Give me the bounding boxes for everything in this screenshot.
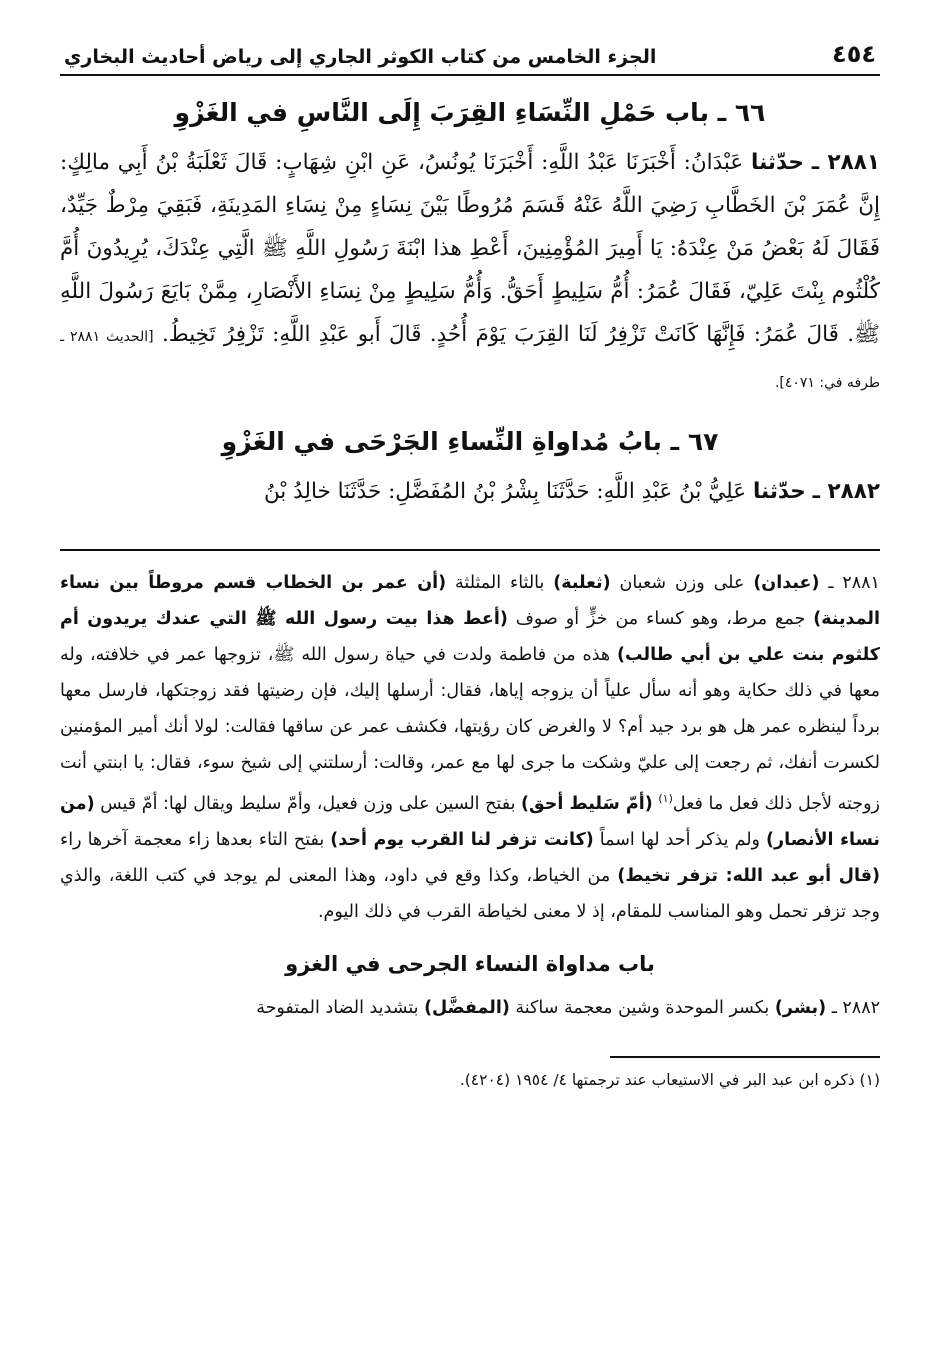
quoted-term: (المفضَّل) — [424, 997, 510, 1018]
commentary-text: بتشديد الضاد المتفوحة — [256, 997, 425, 1018]
quoted-term: (أمّ سَليط أحق) — [521, 793, 653, 814]
chapter-67-title: ٦٧ ـ بابُ مُداواةِ النِّساءِ الجَرْحَى في الغَزْوِ — [221, 427, 719, 456]
running-header — [60, 28, 880, 76]
quoted-term: (ثعلبة) — [553, 573, 611, 593]
page-number: ٤٥٤ — [832, 40, 876, 68]
hadith-cross-reference: [الحديث ٢٨٨١ ـ طرفه في: ٤٠٧١]. — [60, 329, 880, 391]
book-title: الجزء الخامس من كتاب الكوثر الجاري إلى رياض أحاديث البخاري — [64, 46, 657, 68]
chapter-66-title: ٦٦ ـ باب حَمْلِ النِّسَاءِ القِرَبَ إِلَى النَّاسِ في الغَزْوِ — [174, 98, 766, 127]
hadith-2882 — [60, 470, 880, 513]
commentary-text: بفتح التاء بعدها زاء معجمة آخرها راء — [60, 829, 331, 850]
hadith-2881 — [60, 141, 880, 405]
hadith-text: عَبْدَانُ: أَخْبَرَنَا عَبْدُ اللَّهِ: أَخْبَرَنَا يُونُسُ، عَنِ ابْنِ شِهَابٍ: قَالَ ثَعْلَبَةُ بْنُ أَبِي مالِكٍ: إِنَّ عُمَرَ بْنَ الخَطَّابِ رَضِيَ اللَّهُ عَنْهُ قَسَمَ مُرُوطًا بَيْنَ نِسَاءٍ مِنْ نِسَاءِ المَدِينَةِ، فَبَقِيَ مِرْطٌ جَيِّدٌ، فَقَالَ لَهُ بَعْضُ مَنْ عِنْدَهُ: يَا أَمِيرَ المُؤْمِنِينَ، أَعْطِ هذا ابْنَةَ رَسُولِ اللَّهِ ﷺ الَّتِي عِنْدَكَ، يُرِيدُونَ أُمَّ كُلْثُوم بِنْتَ عَلِيّ، فَقَالَ عُمَرُ: أُمُّ سَلِيطٍ أَحَقُّ. وَأُمُّ سَلِيطٍ مِنْ نِسَاءِ الأَنْصَارِ، مِمَّنْ بَايَعَ رَسُولَ اللَّهِ ﷺ. قَالَ عُمَرُ: فَإِنَّهَا كَانَتْ تَزْفِرُ لَنَا القِرَبَ يَوْمَ أُحُدٍ. قَالَ أَبو عَبْدِ اللَّهِ: تَزْفِرُ تَخِيطُ. — [60, 150, 880, 347]
footnote: (١) ذكره ابن عبد البر في الاستيعاب عند ترجمتها ٤/ ١٩٥٤ (٤٢٠٤). — [459, 1070, 880, 1089]
commentary-2881 — [60, 565, 880, 930]
commentary-chapter-heading: باب مداواة النساء الجرحى في الغزو — [285, 951, 655, 976]
quoted-term: (أعط هذا بيت رسول الله ﷺ التي عندك يريدون أم كلثوم بنت علي بن أبي طالب) — [60, 609, 880, 665]
commentary-number: ٢٨٨٢ ـ — [826, 997, 880, 1018]
hadith-lead: حدّثنا — [751, 150, 804, 175]
commentary-text: من الخياط، وكذا وقع في داود، وهذا المعنى لم يوجد في كتب اللغة، والذي وجد تزفر تحمل وهو المناسب للمقام، إذ لا معنى لخياطة القرب في ذلك اليوم. — [60, 865, 880, 922]
footnote-marker: (١) — [658, 792, 673, 805]
commentary-number: ٢٨٨١ ـ — [819, 573, 880, 593]
quoted-term: (أن عمر بن الخطاب قسم مروطاً بين نساء المدينة) — [60, 573, 880, 629]
quoted-term: (من نساء الأنصار) — [60, 793, 880, 850]
commentary-text: هذه من فاطمة ولدت في حياة رسول الله ﷺ، تزوجها عمر في خلافته، وله معها في ذلك حكاية وهو أنه سأل علياً أن يزوجه إياها، فقال: أرسلها إليك، فإن رضيتها فقد زوجتكها، فارسل معها برداً لينظره عمر هل هو برد جيد أم؟ لا والغرض كان رؤيتها، فكشف عمر عن ساقها فقالت: لولا أنك أمير المؤمنين لكسرت أنفك، ثم رجعت إلى عليّ وشكت ما جرى لها مع عمر، وقالت: أرسلتني إلى شيخ سوء، فقال: يا ابنتي أنت زوجته لأجل ذلك فعل ما فعل — [60, 645, 880, 814]
quoted-term: (قال أبو عبد الله: تزفر تخيط) — [617, 865, 880, 886]
book-page — [60, 28, 880, 1328]
hadith-number: ٢٨٨٢ ـ — [812, 479, 880, 504]
commentary-text: بفتح السين على وزن فعيل، وأمّ سليط ويقال لها: أمّ قيس — [94, 793, 522, 814]
commentary-text: على وزن شعبان — [610, 573, 754, 593]
commentary-text: بكسر الموحدة وشين معجمة ساكنة — [509, 997, 775, 1018]
footnote-divider — [610, 1056, 880, 1058]
commentary-text: بالثاء المثلثة — [446, 573, 554, 593]
commentary-text: ولم يذكر أحد لها اسماً — [593, 829, 767, 850]
quoted-term: (كانت تزفر لنا القرب يوم أحد) — [330, 829, 594, 850]
hadith-text: عَلِيُّ بْنُ عَبْدِ اللَّهِ: حَدَّثَنَا بِشْرُ بْنُ المُفَضَّلِ: حَدَّثَنَا خالِدُ بْنُ — [263, 479, 747, 504]
quoted-term: (بشر) — [774, 997, 827, 1018]
commentary-2882 — [60, 990, 880, 1026]
commentary-text: جمع مرط، وهو كساء من خزٍّ أو صوف — [507, 609, 814, 629]
quoted-term: (عبدان) — [753, 573, 820, 593]
hadith-lead: حدّثنا — [752, 479, 806, 504]
hadith-number: ٢٨٨١ ـ — [811, 150, 880, 175]
